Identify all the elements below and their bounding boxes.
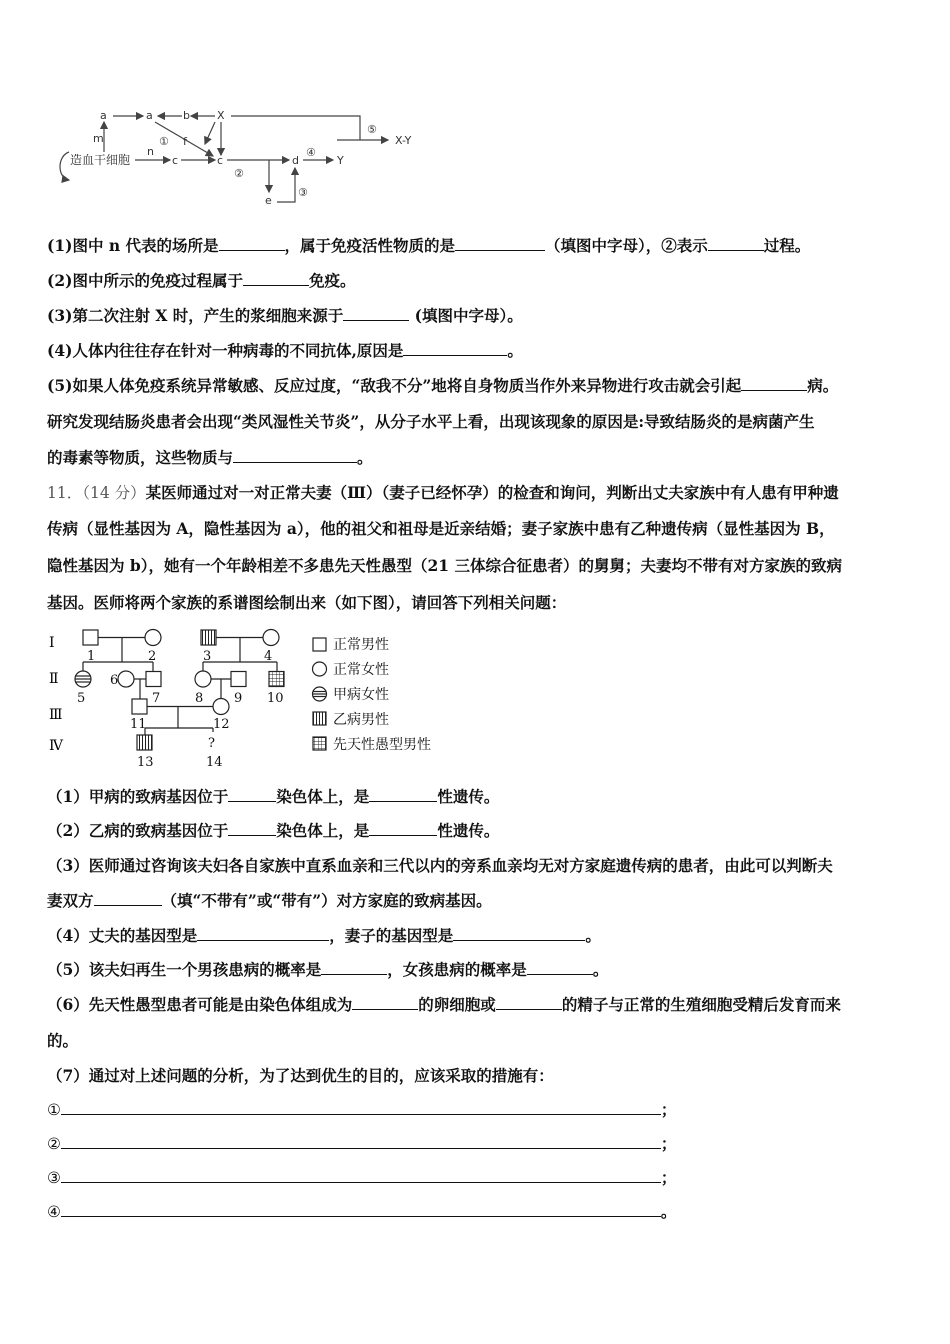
q11-s4-b: ，妻子的基因型是 [329,926,454,945]
pedigree-chart [45,622,465,772]
q11-sub1 [47,787,499,807]
q11-s5-a: （5）该夫妇再生一个男孩患病的概率是 [47,960,322,979]
measure-4-number: ④ [47,1203,61,1221]
q11-blank-2[interactable] [369,787,437,802]
individual-1 [83,630,98,645]
label-circle1: ① [159,135,169,148]
label-xy: X-Y [395,134,412,147]
measure-4 [47,1202,676,1222]
label-circle4: ④ [306,146,316,159]
q11-s1-c: 性遗传。 [437,787,500,806]
measure-1-number: ① [47,1101,61,1119]
q11-para3: 隐性基因为 b），她有一个年龄相差不多患先天性愚型（21 三体综合征患者）的舅舅；夫妻均不带有对方家族的致病 [47,556,842,575]
id-4: 4 [264,649,273,664]
label-b: b [183,109,190,122]
label-c-left: c [172,154,179,167]
q10-blank-2[interactable] [455,236,545,251]
q10-blank-8[interactable] [233,448,357,463]
q10-l5-b: 病。 [807,376,839,395]
individual-10 [269,672,284,687]
individual-2 [145,630,161,646]
label-circle2: ② [234,167,244,180]
measure-1-blank[interactable] [61,1100,661,1115]
q11-para4: 基因。医师将两个家族的系谱图绘制出来（如下图），请回答下列相关问题： [47,593,567,612]
legend-disease-b-male: 乙病男性 [333,712,389,728]
q11-sub7: （7）通过对上述问题的分析，为了达到优生的目的，应该采取的措施有： [47,1066,554,1085]
q11-s4-c: 。 [585,926,601,945]
id-11: 11 [130,717,147,732]
q11-header-text: 某医师通过对一对正常夫妻（Ⅲ）（妻子已经怀孕）的检查和询问，判断出丈夫家族中有人患有甲种遗 [145,483,839,502]
id-9: 9 [234,691,243,706]
immune-process-diagram [55,100,435,212]
q10-l3-b: (填图中字母）。 [409,306,523,325]
q11-sub3-line2 [47,891,492,911]
label-x: X [217,109,225,122]
q10-l1-c: （填图中字母），②表示 [545,236,708,255]
q11-sub3-line1: （3）医师通过咨询该夫妇各自家族中直系血亲和三代以内的旁系血亲均无对方家庭遗传病的患者，由此可以判断夫 [47,856,833,875]
measure-1 [47,1100,676,1120]
q10-blank-3[interactable] [708,236,764,251]
label-a-top: a [100,109,107,122]
label-a-mid: a [146,109,153,122]
gen-III: Ⅲ [49,707,63,723]
q11-sub6-line1 [47,995,841,1015]
q10-line2 [47,271,355,291]
q10-line3 [47,306,523,326]
label-m: m [93,132,104,145]
individual-13 [137,735,152,750]
gen-I: Ⅰ [49,635,55,651]
q11-blank-11[interactable] [496,995,562,1010]
measure-4-blank[interactable] [61,1202,661,1217]
q10-l2-a: (2)图中所示的免疫过程属于 [47,271,243,290]
legend-down-syndrome-male-symbol [313,737,326,750]
id-2: 2 [148,649,157,664]
id-3: 3 [203,649,212,664]
q11-sub6-line2: 的。 [47,1031,79,1050]
q11-s5-c: 。 [592,960,609,979]
id-7: 7 [152,691,161,706]
q11-s6a-b: 的卵细胞或 [418,995,496,1014]
q10-blank-1[interactable] [219,236,285,251]
q11-blank-4[interactable] [369,821,437,836]
q11-s5-b: ，女孩患病的概率是 [387,960,527,979]
individual-3 [201,630,216,645]
q11-blank-1[interactable] [228,787,276,802]
q11-s3b-a: 妻双方 [47,891,94,910]
id-14: 14 [206,755,223,770]
gen-II: Ⅱ [49,671,59,687]
label-stem-cell: 造血干细胞 [70,153,131,167]
id-unknown: ? [208,736,215,751]
legend-normal-male: 正常男性 [333,637,389,653]
measure-3-blank[interactable] [61,1168,661,1183]
gen-IV: Ⅳ [49,738,63,754]
q10-line6: 研究发现结肠炎患者会出现“类风湿性关节炎”，从分子水平上看，出现该现象的原因是:导致结肠炎的是病菌产生 [47,412,815,431]
legend-disease-b-male-symbol [313,712,326,725]
q11-blank-10[interactable] [352,995,418,1010]
q10-line1 [47,236,810,256]
measure-3 [47,1168,676,1188]
individual-12 [213,699,229,715]
q11-blank-9[interactable] [527,960,593,975]
id-13: 13 [137,755,154,770]
q11-blank-6[interactable] [197,926,329,941]
q10-l1-d: 过程。 [763,236,811,255]
measure-1-end: ； [660,1100,677,1119]
q10-l5-a: (5)如果人体免疫系统异常敏感、反应过度，“敌我不分”地将自身物质当作外来异物进行攻击就会引起 [47,376,742,395]
label-n: n [147,145,154,158]
q10-blank-5[interactable] [343,306,409,321]
individual-7 [146,672,161,687]
label-y: Y [337,154,344,167]
q10-l4-b: 。 [507,341,523,360]
q11-blank-5[interactable] [94,891,162,906]
q11-s1-b: 染色体上，是 [276,787,370,806]
q10-l4-a: (4)人体内往往存在针对一种病毒的不同抗体,原因是 [47,341,404,360]
q10-blank-6[interactable] [403,341,507,356]
id-12: 12 [213,717,230,732]
q10-l1-a: (1)图中 n 代表的场所是 [47,236,219,255]
q11-sub5 [47,960,608,980]
q10-l2-b: 免疫。 [308,271,356,290]
individual-6 [118,671,134,687]
q11-s2-a: （2）乙病的致病基因位于 [47,821,229,840]
label-d: d [292,154,299,167]
label-c-mid: c [217,154,224,167]
q11-s2-c: 性遗传。 [437,821,500,840]
q10-l7-b: 。 [357,448,373,467]
q11-s4-a: （4）丈夫的基因型是 [47,926,198,945]
q10-line7 [47,448,373,468]
legend-disease-a-female: 甲病女性 [333,687,389,703]
measure-2-number: ② [47,1135,61,1153]
measure-2-end: ； [660,1134,677,1153]
q11-blank-3[interactable] [228,821,276,836]
individual-9 [231,672,246,687]
q11-blank-7[interactable] [453,926,585,941]
legend-normal-female: 正常女性 [333,662,389,678]
measure-2-blank[interactable] [61,1134,661,1149]
id-8: 8 [195,691,204,706]
q11-s3b-b: （填“不带有”或“带有”）对方家庭的致病基因。 [161,891,492,910]
q10-l3-a: (3)第二次注射 X 时，产生的浆细胞来源于 [47,306,344,325]
individual-8 [195,671,211,687]
q11-s6a-c: 的精子与正常的生殖细胞受精后发育而来 [561,995,841,1014]
q10-l1-b: ，属于免疫活性物质的是 [284,236,456,255]
q10-blank-4[interactable] [243,271,309,286]
q10-l7-a: 的毒素等物质，这些物质与 [47,448,234,467]
measure-3-end: ； [660,1168,677,1187]
q11-s2-b: 染色体上，是 [276,821,370,840]
self-renewal-loop-arrow [60,152,69,180]
id-6: 6 [110,673,119,688]
individual-11 [132,699,147,714]
q11-sub4 [47,926,601,946]
q10-blank-7[interactable] [741,376,807,391]
measure-2 [47,1134,676,1154]
q11-header [47,483,839,503]
arrow-x-to-xy [231,116,360,140]
individual-4 [263,630,279,646]
label-e: e [265,194,272,207]
q11-number: 11．（14 分） [47,484,146,502]
legend-down-syndrome-male: 先天性愚型男性 [333,737,431,753]
q10-line4 [47,341,523,361]
arrow-e-d [277,168,295,202]
legend-normal-male-symbol [313,638,326,651]
label-circle5: ⑤ [367,123,377,136]
q10-line5 [47,376,838,396]
q11-sub2 [47,821,499,841]
arrow-x-c-diag [205,122,215,144]
label-circle3: ③ [298,186,308,199]
q11-s6a-a: （6）先天性愚型患者可能是由染色体组成为 [47,995,353,1014]
legend-normal-female-symbol [313,662,327,676]
id-5: 5 [77,691,86,706]
q11-blank-8[interactable] [321,960,387,975]
id-1: 1 [87,649,96,664]
label-f: f [183,135,187,148]
measure-4-end: 。 [660,1202,677,1221]
id-10: 10 [267,691,284,706]
measure-3-number: ③ [47,1169,61,1187]
q11-s1-a: （1）甲病的致病基因位于 [47,787,229,806]
q11-para2: 传病（显性基因为 A，隐性基因为 a），他的祖父和祖母是近亲结婚；妻子家族中患有乙种遗传病（显性基因为 B， [47,519,835,538]
